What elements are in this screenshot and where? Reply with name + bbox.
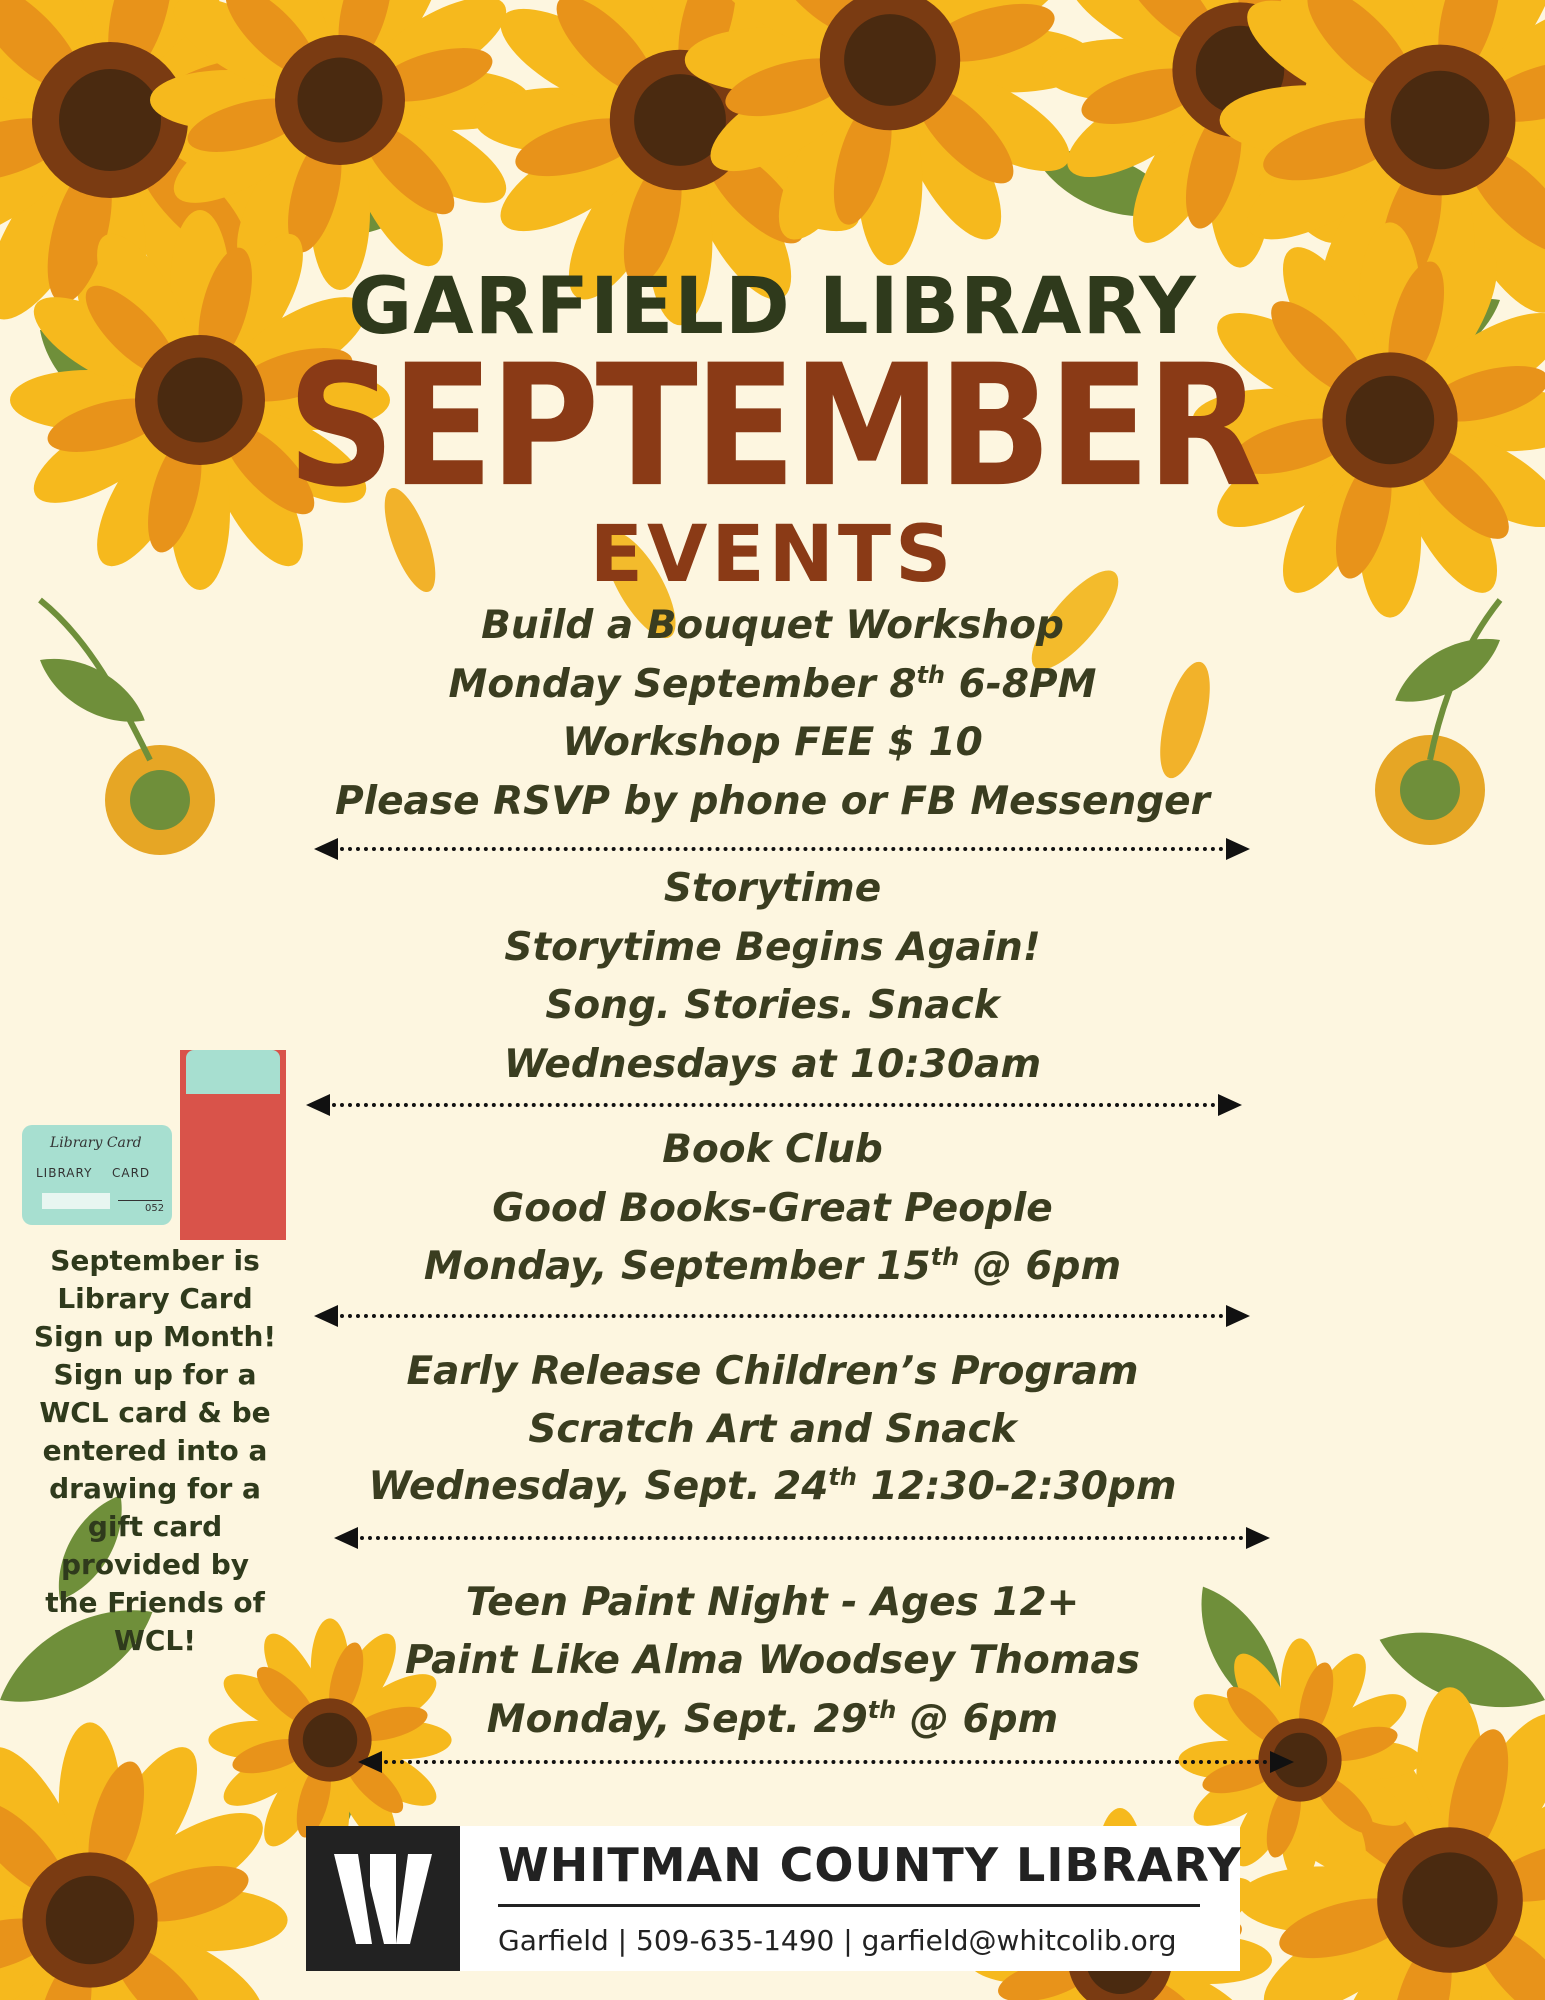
event-2-time: Wednesdays at 10:30am bbox=[503, 1042, 1042, 1087]
promo-line: gift card bbox=[87, 1510, 223, 1543]
event-1-title: Build a Bouquet Workshop bbox=[481, 603, 1064, 648]
event-4-date: Wednesday, Sept. 24th 12:30-2:30pm bbox=[368, 1463, 1177, 1509]
promo-line: WCL card & be bbox=[39, 1396, 271, 1429]
divider-arrow bbox=[314, 1305, 1250, 1327]
event-2-line: Storytime Begins Again! bbox=[504, 925, 1041, 970]
card-label-left: LIBRARY bbox=[36, 1166, 93, 1180]
event-2-title: Storytime bbox=[663, 866, 882, 911]
event-5-title: Teen Paint Night - Ages 12+ bbox=[465, 1580, 1080, 1625]
promo-line: Library Card bbox=[57, 1282, 253, 1315]
event-4-line: Scratch Art and Snack bbox=[528, 1407, 1017, 1452]
promo-line: provided by bbox=[60, 1548, 250, 1581]
event-4-title: Early Release Children’s Program bbox=[406, 1349, 1139, 1394]
library-card-promo bbox=[20, 1242, 290, 1660]
footer-divider bbox=[498, 1904, 1200, 1907]
events-subtitle: EVENTS bbox=[589, 510, 956, 600]
event-5-date: Monday, Sept. 29th @ 6pm bbox=[486, 1696, 1059, 1742]
promo-line: WCL! bbox=[113, 1624, 197, 1657]
event-2-line: Song. Stories. Snack bbox=[545, 983, 1000, 1028]
card-line bbox=[118, 1200, 162, 1201]
promo-line: drawing for a bbox=[49, 1472, 261, 1505]
divider-arrow bbox=[314, 838, 1250, 860]
promo-line: Sign up for a bbox=[53, 1358, 257, 1391]
divider-arrow bbox=[334, 1527, 1270, 1549]
card-sleeve-top bbox=[186, 1050, 280, 1094]
promo-line: Sign up Month! bbox=[33, 1320, 277, 1353]
event-3-date: Monday, September 15th @ 6pm bbox=[423, 1243, 1122, 1289]
event-5-line: Paint Like Alma Woodsey Thomas bbox=[404, 1638, 1141, 1683]
event-1-fee: Workshop FEE $ 10 bbox=[562, 720, 983, 765]
card-label-right: CARD bbox=[112, 1166, 151, 1180]
card-field bbox=[42, 1193, 110, 1209]
event-1-date: Monday September 8th 6-8PM bbox=[448, 661, 1097, 707]
event-3-line: Good Books-Great People bbox=[492, 1186, 1053, 1231]
divider-arrow bbox=[358, 1751, 1294, 1773]
library-system-name: WHITMAN COUNTY LIBRARY bbox=[498, 1838, 1242, 1892]
month-title: SEPTEMBER bbox=[287, 329, 1258, 525]
divider-arrow bbox=[306, 1094, 1242, 1116]
card-signature: Library Card bbox=[50, 1135, 142, 1151]
promo-line: September is bbox=[50, 1244, 260, 1277]
library-title: GARFIELD LIBRARY bbox=[348, 262, 1197, 352]
wcl-logo-icon bbox=[306, 1826, 460, 1971]
library-contact: Garfield | 509-635-1490 | garfield@whitcolib.org bbox=[498, 1924, 1177, 1957]
promo-line: entered into a bbox=[42, 1434, 268, 1467]
event-1-rsvp: Please RSVP by phone or FB Messenger bbox=[335, 779, 1210, 824]
event-3-title: Book Club bbox=[662, 1127, 883, 1172]
card-number: 052 bbox=[145, 1203, 165, 1214]
promo-line: the Friends of bbox=[45, 1586, 265, 1619]
